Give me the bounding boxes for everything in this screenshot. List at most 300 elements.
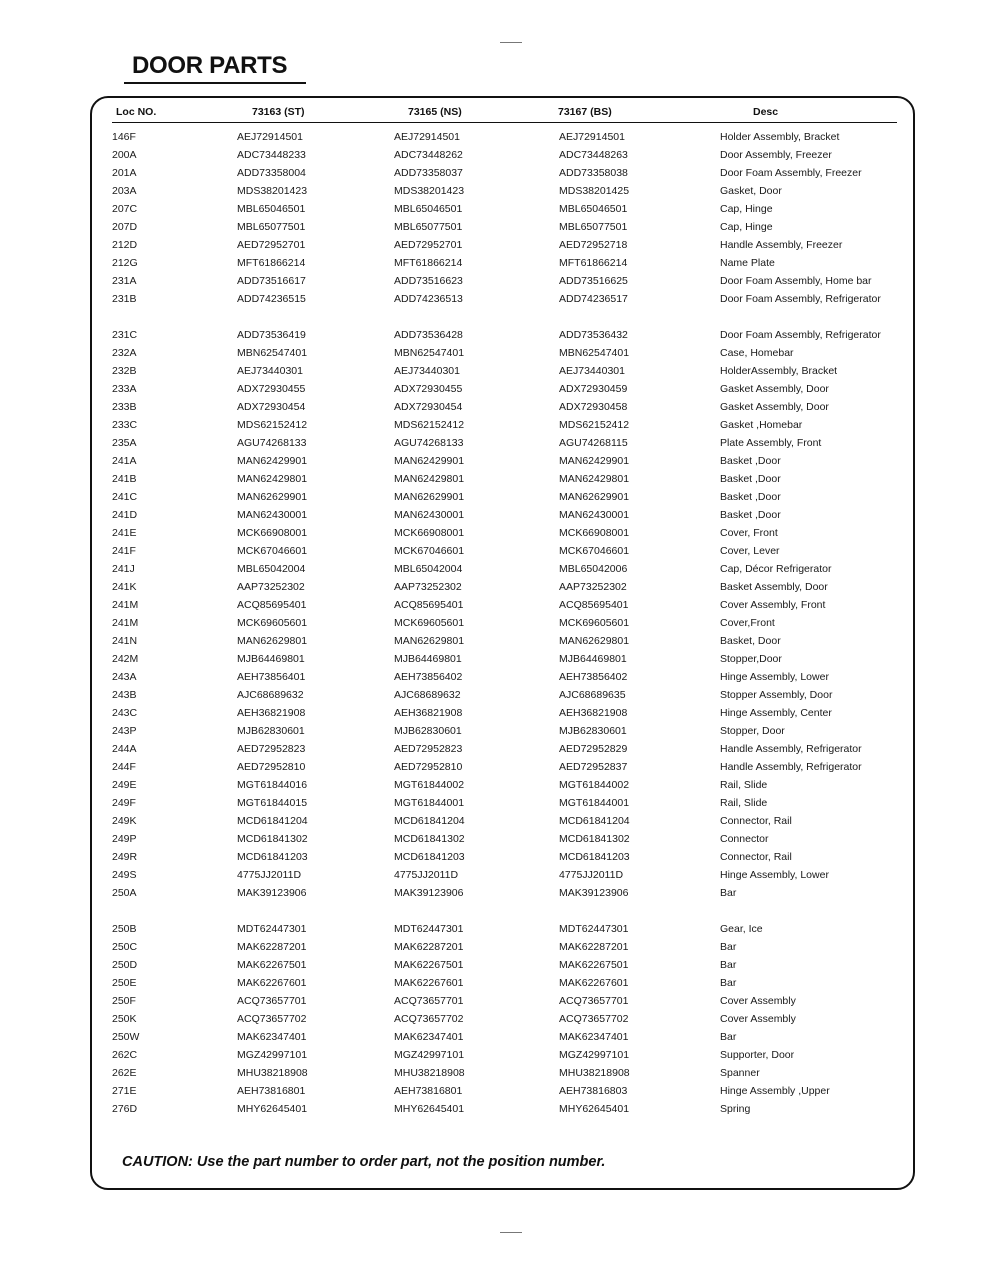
cell-desc: Spanner [720, 1067, 760, 1079]
table-row [92, 992, 913, 1010]
cell-st: AED72952810 [237, 761, 306, 773]
cell-loc: 276D [112, 1103, 138, 1115]
cell-bs: MDS38201425 [559, 185, 630, 197]
cell-desc: Gear, Ice [720, 923, 763, 935]
cell-st: MCD61841204 [237, 815, 308, 827]
cell-ns: MAK39123906 [394, 887, 464, 899]
cell-st: MBL65046501 [237, 203, 306, 215]
cell-st: ADD73358004 [237, 167, 306, 179]
cell-ns: MGT61844001 [394, 797, 465, 809]
cell-desc: Handle Assembly, Refrigerator [720, 761, 862, 773]
cell-desc: Gasket, Door [720, 185, 782, 197]
cell-bs: MCD61841204 [559, 815, 630, 827]
cell-st: MCK66908001 [237, 527, 308, 539]
cell-st: ADD73516617 [237, 275, 306, 287]
cell-ns: AEH73856402 [394, 671, 463, 683]
cell-loc: 207C [112, 203, 138, 215]
cell-loc: 250W [112, 1031, 140, 1043]
cell-desc: Rail, Slide [720, 797, 768, 809]
cell-bs: MAK62267601 [559, 977, 629, 989]
table-row [92, 182, 913, 200]
header-st: 73163 (ST) [252, 106, 305, 118]
cell-ns: MCK67046601 [394, 545, 465, 557]
cell-loc: 241D [112, 509, 138, 521]
table-row [92, 1046, 913, 1064]
cell-bs: AAP73252302 [559, 581, 627, 593]
cell-st: ADX72930455 [237, 383, 306, 395]
cell-ns: ACQ85695401 [394, 599, 464, 611]
cell-st: AED72952823 [237, 743, 306, 755]
cell-st: MAK39123906 [237, 887, 307, 899]
cell-ns: ADD74236513 [394, 293, 463, 305]
cell-bs: AEJ72914501 [559, 131, 625, 143]
cell-ns: MCK69605601 [394, 617, 465, 629]
cell-ns: MGT61844002 [394, 779, 465, 791]
cell-bs: MCK66908001 [559, 527, 630, 539]
cell-bs: AED72952718 [559, 239, 628, 251]
cell-ns: MAN62430001 [394, 509, 465, 521]
cell-bs: MJB64469801 [559, 653, 627, 665]
cell-st: MAN62629801 [237, 635, 308, 647]
cell-st: MGT61844016 [237, 779, 308, 791]
cell-ns: MAN62429801 [394, 473, 465, 485]
cell-bs: MDT62447301 [559, 923, 629, 935]
cell-ns: MFT61866214 [394, 257, 463, 269]
cell-bs: ADC73448263 [559, 149, 628, 161]
table-row [92, 650, 913, 668]
cell-st: MAN62629901 [237, 491, 308, 503]
cell-ns: AED72952810 [394, 761, 463, 773]
cell-ns: AEH36821908 [394, 707, 463, 719]
cell-loc: 250K [112, 1013, 137, 1025]
cell-desc: HolderAssembly, Bracket [720, 365, 838, 377]
cell-loc: 200A [112, 149, 137, 161]
cell-st: ACQ73657702 [237, 1013, 307, 1025]
cell-loc: 212G [112, 257, 138, 269]
cell-bs: MAN62629901 [559, 491, 630, 503]
cell-ns: ADX72930454 [394, 401, 463, 413]
cell-st: MAK62347401 [237, 1031, 307, 1043]
cell-bs: MFT61866214 [559, 257, 628, 269]
cell-st: MAN62429901 [237, 455, 308, 467]
cell-desc: Door Foam Assembly, Freezer [720, 167, 862, 179]
cell-desc: Handle Assembly, Freezer [720, 239, 843, 251]
table-row [92, 236, 913, 254]
table-row [92, 1064, 913, 1082]
cell-bs: MAN62430001 [559, 509, 630, 521]
cell-ns: ADD73358037 [394, 167, 463, 179]
cell-st: ADD74236515 [237, 293, 306, 305]
cell-desc: Case, Homebar [720, 347, 794, 359]
cell-st: MBN62547401 [237, 347, 308, 359]
cell-desc: Basket Assembly, Door [720, 581, 828, 593]
table-row [92, 218, 913, 236]
header-divider [112, 122, 897, 123]
cell-desc: Cap, Décor Refrigerator [720, 563, 832, 575]
cell-loc: 242M [112, 653, 139, 665]
cell-st: MCD61841302 [237, 833, 308, 845]
cell-loc: 262E [112, 1067, 137, 1079]
cell-ns: MAN62429901 [394, 455, 465, 467]
cell-ns: MAK62287201 [394, 941, 464, 953]
cell-ns: MBL65042004 [394, 563, 463, 575]
cell-desc: Door Foam Assembly, Refrigerator [720, 293, 881, 305]
table-row [92, 524, 913, 542]
cell-loc: 244F [112, 761, 136, 773]
cell-bs: MAN62429901 [559, 455, 630, 467]
cell-st: MHU38218908 [237, 1067, 308, 1079]
cell-desc: Hinge Assembly, Lower [720, 869, 829, 881]
cell-desc: Spring [720, 1103, 751, 1115]
cell-st: AJC68689632 [237, 689, 304, 701]
cell-ns: MBN62547401 [394, 347, 465, 359]
cell-bs: MJB62830601 [559, 725, 627, 737]
cell-loc: 243P [112, 725, 137, 737]
cell-loc: 212D [112, 239, 138, 251]
cell-loc: 241E [112, 527, 137, 539]
cell-desc: Gasket ,Homebar [720, 419, 803, 431]
cell-desc: Connector [720, 833, 769, 845]
cell-ns: MJB62830601 [394, 725, 462, 737]
cell-loc: 250B [112, 923, 137, 935]
cell-loc: 241M [112, 617, 139, 629]
cell-loc: 249F [112, 797, 136, 809]
cell-st: AEJ72914501 [237, 131, 303, 143]
caution-note: CAUTION: Use the part number to order part, not the position number. [122, 1154, 606, 1170]
cell-ns: MDT62447301 [394, 923, 464, 935]
cell-loc: 241F [112, 545, 136, 557]
header-loc: Loc NO. [116, 106, 157, 118]
table-header [92, 98, 913, 124]
cell-ns: MCK66908001 [394, 527, 465, 539]
table-row [92, 704, 913, 722]
cell-ns: MGZ42997101 [394, 1049, 465, 1061]
cell-ns: MJB64469801 [394, 653, 462, 665]
cell-loc: 241M [112, 599, 139, 611]
cell-ns: ADD73536428 [394, 329, 463, 341]
cell-bs: MGT61844001 [559, 797, 630, 809]
cell-st: ADC73448233 [237, 149, 306, 161]
cell-desc: Supporter, Door [720, 1049, 795, 1061]
cell-ns: AGU74268133 [394, 437, 464, 449]
table-row [92, 362, 913, 380]
cell-loc: 203A [112, 185, 137, 197]
table-row [92, 686, 913, 704]
cell-loc: 233A [112, 383, 137, 395]
cell-desc: Basket ,Door [720, 473, 781, 485]
header-desc: Desc [753, 106, 779, 118]
cell-bs: MCD61841203 [559, 851, 630, 863]
table-row [92, 596, 913, 614]
cell-bs: MAK62347401 [559, 1031, 629, 1043]
table-row [92, 326, 913, 344]
cell-st: ACQ85695401 [237, 599, 307, 611]
cell-desc: Cap, Hinge [720, 203, 773, 215]
cell-bs: MGZ42997101 [559, 1049, 630, 1061]
table-row [92, 470, 913, 488]
page-bottom-mark [500, 1232, 522, 1233]
cell-loc: 262C [112, 1049, 138, 1061]
table-row [92, 938, 913, 956]
cell-ns: MHY62645401 [394, 1103, 465, 1115]
cell-loc: 241J [112, 563, 135, 575]
cell-desc: Hinge Assembly, Lower [720, 671, 829, 683]
cell-ns: MCD61841302 [394, 833, 465, 845]
cell-st: AGU74268133 [237, 437, 307, 449]
cell-desc: Basket ,Door [720, 455, 781, 467]
cell-ns: AEJ73440301 [394, 365, 460, 377]
cell-desc: Name Plate [720, 257, 775, 269]
cell-ns: 4775JJ2011D [394, 869, 459, 881]
cell-loc: 243A [112, 671, 137, 683]
cell-desc: Plate Assembly, Front [720, 437, 822, 449]
cell-bs: 4775JJ2011D [559, 869, 624, 881]
cell-desc: Bar [720, 977, 737, 989]
table-row [92, 866, 913, 884]
cell-bs: ADX72930458 [559, 401, 628, 413]
cell-st: AED72952701 [237, 239, 306, 251]
cell-st: MDS38201423 [237, 185, 308, 197]
cell-loc: 271E [112, 1085, 137, 1097]
table-row [92, 1028, 913, 1046]
table-row [92, 794, 913, 812]
cell-bs: AJC68689635 [559, 689, 626, 701]
cell-desc: Bar [720, 1031, 737, 1043]
table-row [92, 416, 913, 434]
cell-ns: MDS38201423 [394, 185, 465, 197]
cell-bs: ADD73358038 [559, 167, 628, 179]
cell-ns: MHU38218908 [394, 1067, 465, 1079]
cell-st: MJB64469801 [237, 653, 305, 665]
cell-loc: 241A [112, 455, 137, 467]
cell-st: AEH73856401 [237, 671, 306, 683]
cell-desc: Door Foam Assembly, Refrigerator [720, 329, 881, 341]
cell-desc: Hinge Assembly, Center [720, 707, 832, 719]
table-row [92, 200, 913, 218]
cell-bs: MHU38218908 [559, 1067, 630, 1079]
cell-bs: ADD73536432 [559, 329, 628, 341]
cell-bs: ACQ85695401 [559, 599, 629, 611]
cell-ns: AJC68689632 [394, 689, 461, 701]
cell-loc: 249P [112, 833, 137, 845]
cell-desc: Door Foam Assembly, Home bar [720, 275, 872, 287]
cell-st: MDS62152412 [237, 419, 308, 431]
table-row [92, 920, 913, 938]
table-row [92, 128, 913, 146]
cell-loc: 233B [112, 401, 137, 413]
cell-desc: Cover Assembly, Front [720, 599, 826, 611]
cell-loc: 250C [112, 941, 138, 953]
cell-desc: Bar [720, 887, 737, 899]
table-row [92, 542, 913, 560]
cell-loc: 243B [112, 689, 137, 701]
table-row [92, 254, 913, 272]
cell-loc: 249R [112, 851, 138, 863]
cell-ns: MAK62347401 [394, 1031, 464, 1043]
cell-st: MAK62287201 [237, 941, 307, 953]
cell-ns: MAN62629901 [394, 491, 465, 503]
table-row [92, 830, 913, 848]
cell-ns: ACQ73657701 [394, 995, 464, 1007]
cell-bs: AED72952829 [559, 743, 628, 755]
cell-desc: Holder Assembly, Bracket [720, 131, 840, 143]
cell-st: MAK62267501 [237, 959, 307, 971]
cell-st: ADX72930454 [237, 401, 306, 413]
cell-st: MAN62429801 [237, 473, 308, 485]
cell-loc: 231A [112, 275, 137, 287]
cell-bs: MCD61841302 [559, 833, 630, 845]
cell-ns: ACQ73657702 [394, 1013, 464, 1025]
cell-bs: ACQ73657701 [559, 995, 629, 1007]
table-row [92, 164, 913, 182]
table-row [92, 398, 913, 416]
cell-ns: ADC73448262 [394, 149, 463, 161]
cell-desc: Basket ,Door [720, 509, 781, 521]
cell-st: 4775JJ2011D [237, 869, 302, 881]
cell-bs: MCK69605601 [559, 617, 630, 629]
cell-loc: 231B [112, 293, 137, 305]
cell-bs: AEH73816803 [559, 1085, 628, 1097]
cell-st: MBL65042004 [237, 563, 306, 575]
cell-desc: Cover, Lever [720, 545, 780, 557]
table-row [92, 722, 913, 740]
cell-loc: 233C [112, 419, 138, 431]
table-row [92, 740, 913, 758]
cell-desc: Basket ,Door [720, 491, 781, 503]
cell-ns: MCD61841204 [394, 815, 465, 827]
cell-ns: ADD73516623 [394, 275, 463, 287]
cell-ns: MCD61841203 [394, 851, 465, 863]
cell-bs: MGT61844002 [559, 779, 630, 791]
table-row [92, 1100, 913, 1118]
cell-bs: ADX72930459 [559, 383, 628, 395]
cell-desc: Cover Assembly [720, 1013, 796, 1025]
cell-desc: Cap, Hinge [720, 221, 773, 233]
cell-st: AEJ73440301 [237, 365, 303, 377]
table-row [92, 758, 913, 776]
cell-loc: 231C [112, 329, 138, 341]
cell-loc: 241B [112, 473, 137, 485]
table-row [92, 290, 913, 308]
cell-desc: Stopper, Door [720, 725, 785, 737]
parts-table-frame [90, 96, 915, 1190]
cell-loc: 232A [112, 347, 137, 359]
table-row [92, 956, 913, 974]
cell-bs: MAK62267501 [559, 959, 629, 971]
table-row [92, 614, 913, 632]
table-row [92, 1082, 913, 1100]
cell-ns: MBL65046501 [394, 203, 463, 215]
cell-loc: 249K [112, 815, 137, 827]
cell-st: MHY62645401 [237, 1103, 308, 1115]
cell-desc: Cover,Front [720, 617, 775, 629]
table-row [92, 812, 913, 830]
cell-bs: AEH36821908 [559, 707, 628, 719]
cell-desc: Hinge Assembly ,Upper [720, 1085, 830, 1097]
cell-bs: AEH73856402 [559, 671, 628, 683]
cell-bs: MBL65077501 [559, 221, 628, 233]
cell-bs: MDS62152412 [559, 419, 630, 431]
cell-st: ACQ73657701 [237, 995, 307, 1007]
cell-desc: Connector, Rail [720, 815, 792, 827]
cell-desc: Connector, Rail [720, 851, 792, 863]
cell-st: MAK62267601 [237, 977, 307, 989]
cell-st: MCK69605601 [237, 617, 308, 629]
table-row [92, 668, 913, 686]
table-row [92, 452, 913, 470]
table-row [92, 488, 913, 506]
cell-loc: 235A [112, 437, 137, 449]
cell-loc: 249S [112, 869, 137, 881]
cell-bs: MAK39123906 [559, 887, 629, 899]
cell-loc: 201A [112, 167, 137, 179]
title-underline [124, 82, 306, 84]
cell-desc: Bar [720, 959, 737, 971]
cell-bs: AED72952837 [559, 761, 628, 773]
cell-ns: MDS62152412 [394, 419, 465, 431]
cell-bs: MAK62287201 [559, 941, 629, 953]
cell-desc: Basket, Door [720, 635, 781, 647]
cell-loc: 250F [112, 995, 136, 1007]
cell-st: MBL65077501 [237, 221, 306, 233]
cell-loc: 241K [112, 581, 137, 593]
table-row [92, 1010, 913, 1028]
cell-ns: AAP73252302 [394, 581, 462, 593]
cell-ns: AEJ72914501 [394, 131, 460, 143]
cell-st: MCK67046601 [237, 545, 308, 557]
page-top-mark [500, 42, 522, 43]
cell-bs: ADD74236517 [559, 293, 628, 305]
cell-bs: MCK67046601 [559, 545, 630, 557]
cell-ns: AEH73816801 [394, 1085, 463, 1097]
table-row [92, 776, 913, 794]
cell-bs: ACQ73657702 [559, 1013, 629, 1025]
cell-desc: Handle Assembly, Refrigerator [720, 743, 862, 755]
cell-bs: MBN62547401 [559, 347, 630, 359]
cell-ns: AED72952701 [394, 239, 463, 251]
cell-loc: 241N [112, 635, 138, 647]
cell-desc: Gasket Assembly, Door [720, 383, 829, 395]
table-row [92, 578, 913, 596]
cell-bs: MBL65046501 [559, 203, 628, 215]
table-row [92, 272, 913, 290]
table-row [92, 974, 913, 992]
cell-st: MDT62447301 [237, 923, 307, 935]
cell-st: MCD61841203 [237, 851, 308, 863]
table-row [92, 344, 913, 362]
cell-desc: Bar [720, 941, 737, 953]
table-row [92, 560, 913, 578]
cell-st: MFT61866214 [237, 257, 306, 269]
cell-desc: Gasket Assembly, Door [720, 401, 829, 413]
cell-bs: AGU74268115 [559, 437, 628, 449]
table-row [92, 434, 913, 452]
cell-desc: Rail, Slide [720, 779, 768, 791]
cell-desc: Stopper Assembly, Door [720, 689, 833, 701]
cell-st: ADD73536419 [237, 329, 306, 341]
cell-loc: 146F [112, 131, 136, 143]
table-row [92, 380, 913, 398]
cell-st: MJB62830601 [237, 725, 305, 737]
cell-st: MGZ42997101 [237, 1049, 308, 1061]
cell-loc: 243C [112, 707, 138, 719]
table-row [92, 506, 913, 524]
cell-desc: Cover Assembly [720, 995, 796, 1007]
cell-loc: 244A [112, 743, 137, 755]
table-row [92, 884, 913, 902]
cell-bs: MHY62645401 [559, 1103, 630, 1115]
table-row [92, 848, 913, 866]
